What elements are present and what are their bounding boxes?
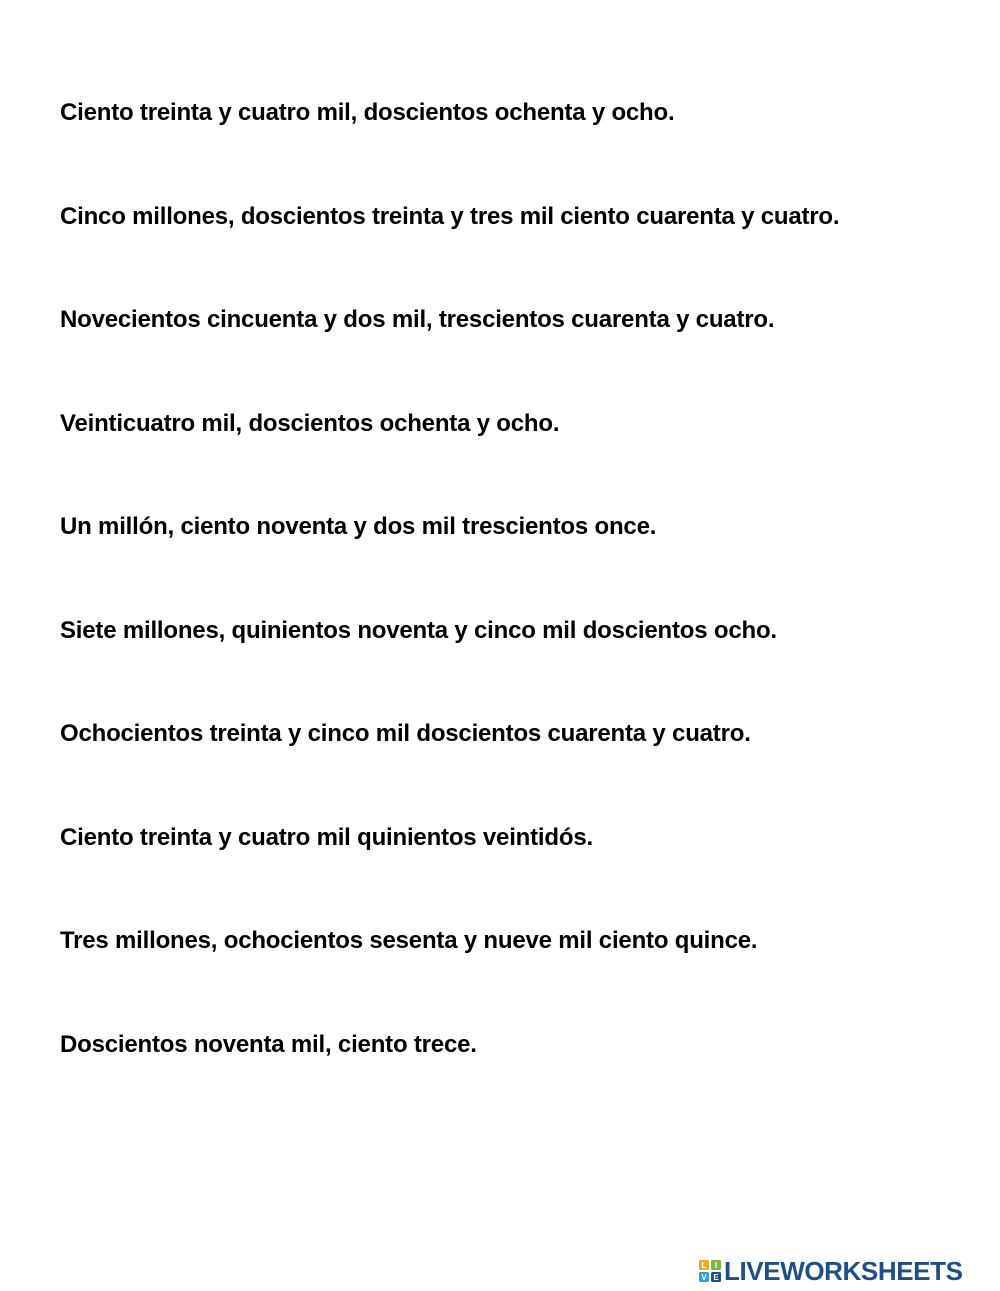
number-words-sentence: Veinticuatro mil, doscientos ochenta y ocho. [60, 409, 560, 437]
number-words-sentence: Ochocientos treinta y cinco mil doscientos cuarenta y cuatro. [60, 720, 751, 747]
number-words-list [60, 96, 960, 1131]
svg-text:E: E [713, 1273, 719, 1282]
number-words-sentence: Un millón, ciento noventa y dos mil trescientos once. [60, 513, 657, 540]
svg-text:L: L [701, 1261, 707, 1270]
number-words-sentence: Doscientos noventa mil, ciento trece. [60, 1030, 477, 1058]
number-words-sentence: Novecientos cincuenta y dos mil, trescientos cuarenta y cuatro. [60, 306, 775, 333]
svg-text:V: V [701, 1273, 707, 1282]
number-words-sentence: Tres millones, ochocientos sesenta y nueve mil ciento quince. [60, 927, 758, 954]
number-words-sentence: Cinco millones, doscientos treinta y tres mil ciento cuarenta y cuatro. [60, 202, 840, 230]
liveworksheets-watermark [699, 1255, 963, 1287]
number-words-sentence: Ciento treinta y cuatro mil quinientos veintidós. [60, 823, 593, 851]
svg-text:I: I [714, 1261, 718, 1270]
number-words-sentence: Ciento treinta y cuatro mil, doscientos ochenta y ocho. [60, 99, 675, 126]
liveworksheets-wordmark: LIVEWORKSHEETS [724, 1256, 963, 1286]
number-words-sentence: Siete millones, quinientos noventa y cinco mil doscientos ocho. [60, 616, 777, 644]
liveworksheets-logo-icon [699, 1260, 721, 1282]
